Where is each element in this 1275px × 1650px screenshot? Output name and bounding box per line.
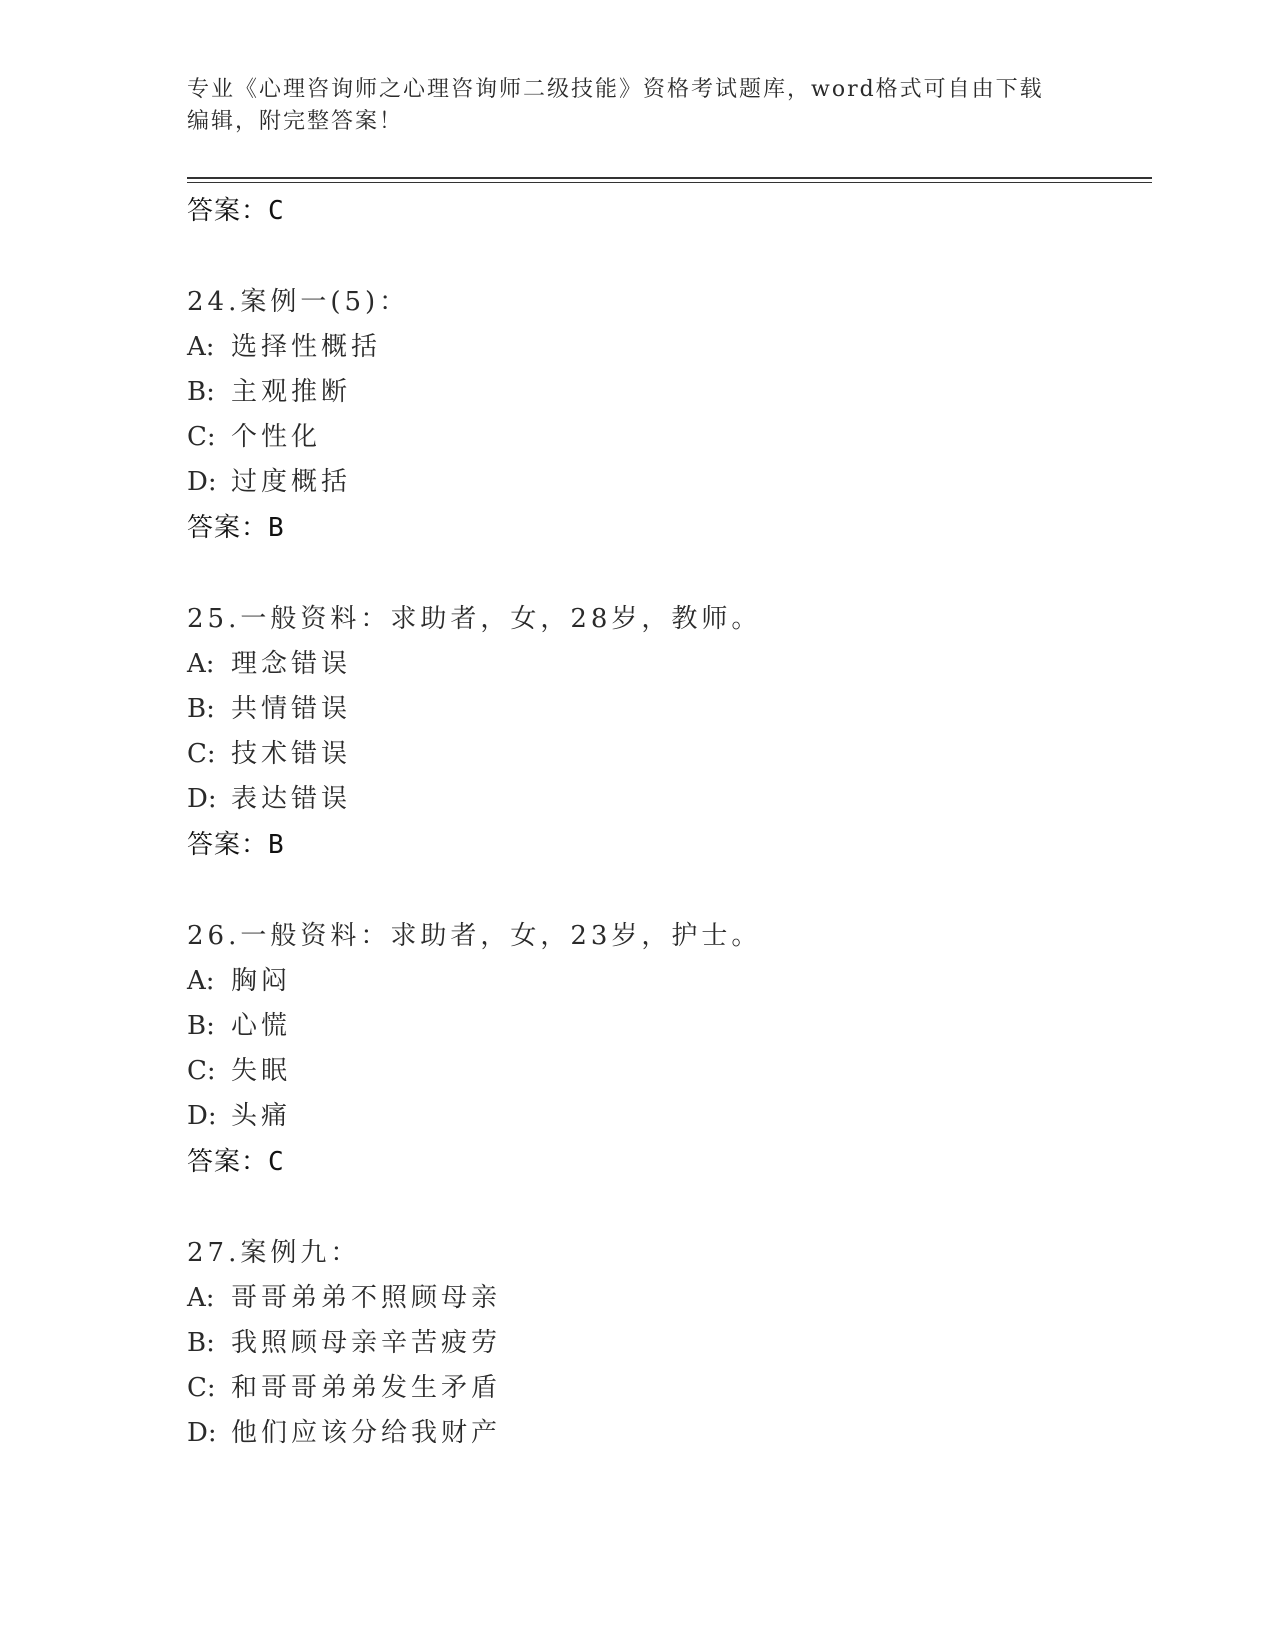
option-d <box>187 1411 1152 1456</box>
header-line-2: 编辑，附完整答案！ <box>187 109 404 134</box>
question-25 <box>187 597 1152 868</box>
option-text: 失眠 <box>231 1056 292 1086</box>
option-d <box>187 777 1152 822</box>
option-a <box>187 1276 1152 1321</box>
header-line-1: 专业《心理咨询师之心理咨询师二级技能》资格考试题库，word格式可自由下载 <box>187 77 1044 102</box>
header-divider-thick <box>187 177 1152 179</box>
option-label: A: <box>187 649 215 679</box>
option-text: 我照顾母亲辛苦疲劳 <box>231 1328 502 1358</box>
question-title: 24.案例一(5)： <box>187 287 410 317</box>
option-label: C: <box>187 1056 216 1086</box>
option-b <box>187 687 1152 732</box>
option-b <box>187 370 1152 415</box>
option-label: A: <box>187 966 215 996</box>
option-c <box>187 1366 1152 1411</box>
option-a <box>187 325 1152 370</box>
option-text: 过度概括 <box>231 467 352 497</box>
option-text: 哥哥弟弟不照顾母亲 <box>231 1283 502 1313</box>
option-text: 理念错误 <box>231 649 352 679</box>
question-title: 25.一般资料：求助者，女，28岁，教师。 <box>187 604 762 634</box>
document-header <box>187 74 1077 138</box>
question-title: 26.一般资料：求助者，女，23岁，护士。 <box>187 921 762 951</box>
option-label: A: <box>187 1283 215 1313</box>
option-label: B: <box>187 1011 215 1041</box>
option-label: B: <box>187 694 215 724</box>
option-d <box>187 1094 1152 1139</box>
answer-line: 答案：C <box>187 1147 285 1177</box>
option-d <box>187 460 1152 505</box>
option-text: 头痛 <box>231 1101 292 1131</box>
option-text: 和哥哥弟弟发生矛盾 <box>231 1373 502 1403</box>
option-label: B: <box>187 377 215 407</box>
option-text: 他们应该分给我财产 <box>231 1418 502 1448</box>
question-list <box>187 188 1152 1456</box>
option-label: B: <box>187 1328 215 1358</box>
option-b <box>187 1321 1152 1366</box>
option-text: 表达错误 <box>231 784 352 814</box>
question-27 <box>187 1231 1152 1456</box>
answer-line: 答案：C <box>187 196 285 226</box>
option-b <box>187 1004 1152 1049</box>
option-label: C: <box>187 1373 216 1403</box>
option-label: D: <box>187 1418 217 1448</box>
option-text: 个性化 <box>231 422 322 452</box>
option-c <box>187 415 1152 460</box>
option-text: 共情错误 <box>231 694 352 724</box>
option-label: C: <box>187 422 216 452</box>
option-label: D: <box>187 467 217 497</box>
option-label: D: <box>187 784 217 814</box>
option-a <box>187 642 1152 687</box>
header-divider-thin <box>187 182 1152 183</box>
option-label: C: <box>187 739 216 769</box>
option-text: 主观推断 <box>231 377 352 407</box>
option-c <box>187 1049 1152 1094</box>
question-24 <box>187 280 1152 551</box>
option-label: D: <box>187 1101 217 1131</box>
option-a <box>187 959 1152 1004</box>
option-text: 胸闷 <box>231 966 292 996</box>
question-title: 27.案例九： <box>187 1238 361 1268</box>
option-c <box>187 732 1152 777</box>
option-label: A: <box>187 332 215 362</box>
option-text: 心慌 <box>231 1011 292 1041</box>
answer-line: 答案：B <box>187 513 285 543</box>
option-text: 技术错误 <box>231 739 352 769</box>
answer-line: 答案：B <box>187 830 285 860</box>
question-26 <box>187 914 1152 1185</box>
option-text: 选择性概括 <box>231 332 382 362</box>
